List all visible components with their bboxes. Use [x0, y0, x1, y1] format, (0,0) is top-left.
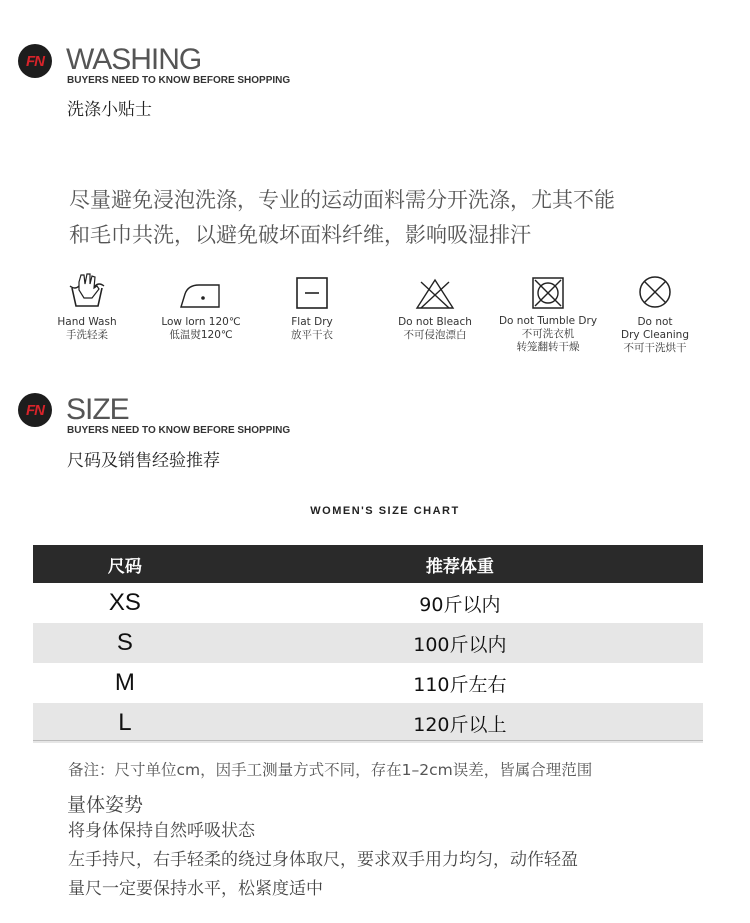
care-item-do-not-tumble-dry: [488, 270, 608, 354]
care-label-en: Do not Tumble Dry: [498, 315, 598, 327]
care-label-cn: 转笼翻转干燥: [516, 341, 580, 353]
size-cell: M: [114, 669, 135, 696]
care-item-do-not-bleach: [375, 270, 495, 342]
posture-instructions: [68, 817, 578, 904]
size-chart-title: WOMEN'S SIZE CHART: [310, 505, 460, 517]
brand-logo: [18, 44, 52, 78]
do-not-dry-clean-icon: [637, 274, 673, 310]
posture-line: 量尺一定要保持水平，松紧度适中: [68, 879, 323, 899]
table-bottom-divider: [33, 740, 703, 741]
table-row: [33, 703, 703, 743]
care-item-low-iron: [141, 270, 261, 342]
do-not-bleach-icon: [415, 278, 455, 310]
care-item-hand-wash: [27, 270, 147, 342]
care-label-cn: 低温熨120℃: [169, 329, 233, 341]
size-note: 备注：尺寸单位cm，因手工测量方式不同，存在1–2cm误差，皆属合理范围: [68, 761, 593, 779]
washing-title-cn: 洗涤小贴士: [67, 100, 152, 120]
weight-cell: 110斤左右: [413, 673, 507, 696]
washing-intro-line: 和毛巾共洗，以避免破坏面料纤维，影响吸湿排汗: [69, 223, 531, 247]
size-chart-table: [33, 545, 703, 743]
care-label-en: Do not: [637, 316, 673, 328]
care-label-cn: 不可干洗烘干: [623, 342, 687, 354]
column-header-size: 尺码: [33, 545, 217, 583]
care-item-do-not-dry-clean: [595, 270, 715, 355]
low-iron-icon: [179, 280, 223, 310]
care-label-cn: 不可洗衣机: [521, 328, 575, 340]
size-cell: L: [33, 703, 217, 743]
size-cell: XS: [108, 589, 141, 616]
care-label-cn: 放平干衣: [291, 329, 333, 341]
care-label-cn: 不可侵泡漂白: [403, 329, 467, 341]
size-title-cn: 尺码及销售经验推荐: [67, 451, 220, 471]
table-header-row: [33, 545, 703, 583]
weight-cell: 100斤以内: [217, 623, 703, 663]
posture-line: 将身体保持自然呼吸状态: [68, 821, 255, 841]
weight-cell: 120斤以上: [217, 703, 703, 743]
care-label-cn: 手洗轻柔: [66, 329, 108, 341]
care-label-en: Flat Dry: [291, 316, 333, 328]
table-row: [33, 623, 703, 663]
posture-line: 左手持尺，右手轻柔的绕过身体取尺，要求双手用力均匀，动作轻盈: [68, 850, 578, 870]
washing-intro-line: 尽量避免浸泡洗涤，专业的运动面料需分开洗涤，尤其不能: [69, 188, 615, 212]
care-label-en: Dry Cleaning: [621, 329, 689, 341]
washing-intro: [69, 183, 709, 253]
size-title: SIZE: [66, 393, 129, 426]
flat-dry-icon: [295, 276, 329, 310]
size-subtitle: BUYERS NEED TO KNOW BEFORE SHOPPING: [67, 425, 291, 436]
table-row: [33, 663, 703, 703]
hand-wash-icon: [67, 272, 107, 310]
size-cell: S: [33, 623, 217, 663]
care-label-en: Low lorn 120℃: [161, 316, 241, 328]
care-label-en: Do not Bleach: [398, 316, 472, 328]
care-label-en: Hand Wash: [57, 316, 117, 328]
washing-title: WASHING: [66, 43, 202, 76]
care-item-flat-dry: [252, 270, 372, 342]
posture-title: 量体姿势: [67, 794, 144, 816]
washing-subtitle: BUYERS NEED TO KNOW BEFORE SHOPPING: [67, 75, 291, 86]
brand-logo-text: FN: [26, 52, 44, 70]
table-row: [33, 583, 703, 623]
brand-logo: [18, 393, 52, 427]
brand-logo-text: FN: [26, 401, 44, 419]
do-not-tumble-dry-icon: [531, 276, 565, 310]
weight-cell: 90斤以内: [419, 593, 501, 616]
column-header-weight: 推荐体重: [217, 545, 703, 583]
